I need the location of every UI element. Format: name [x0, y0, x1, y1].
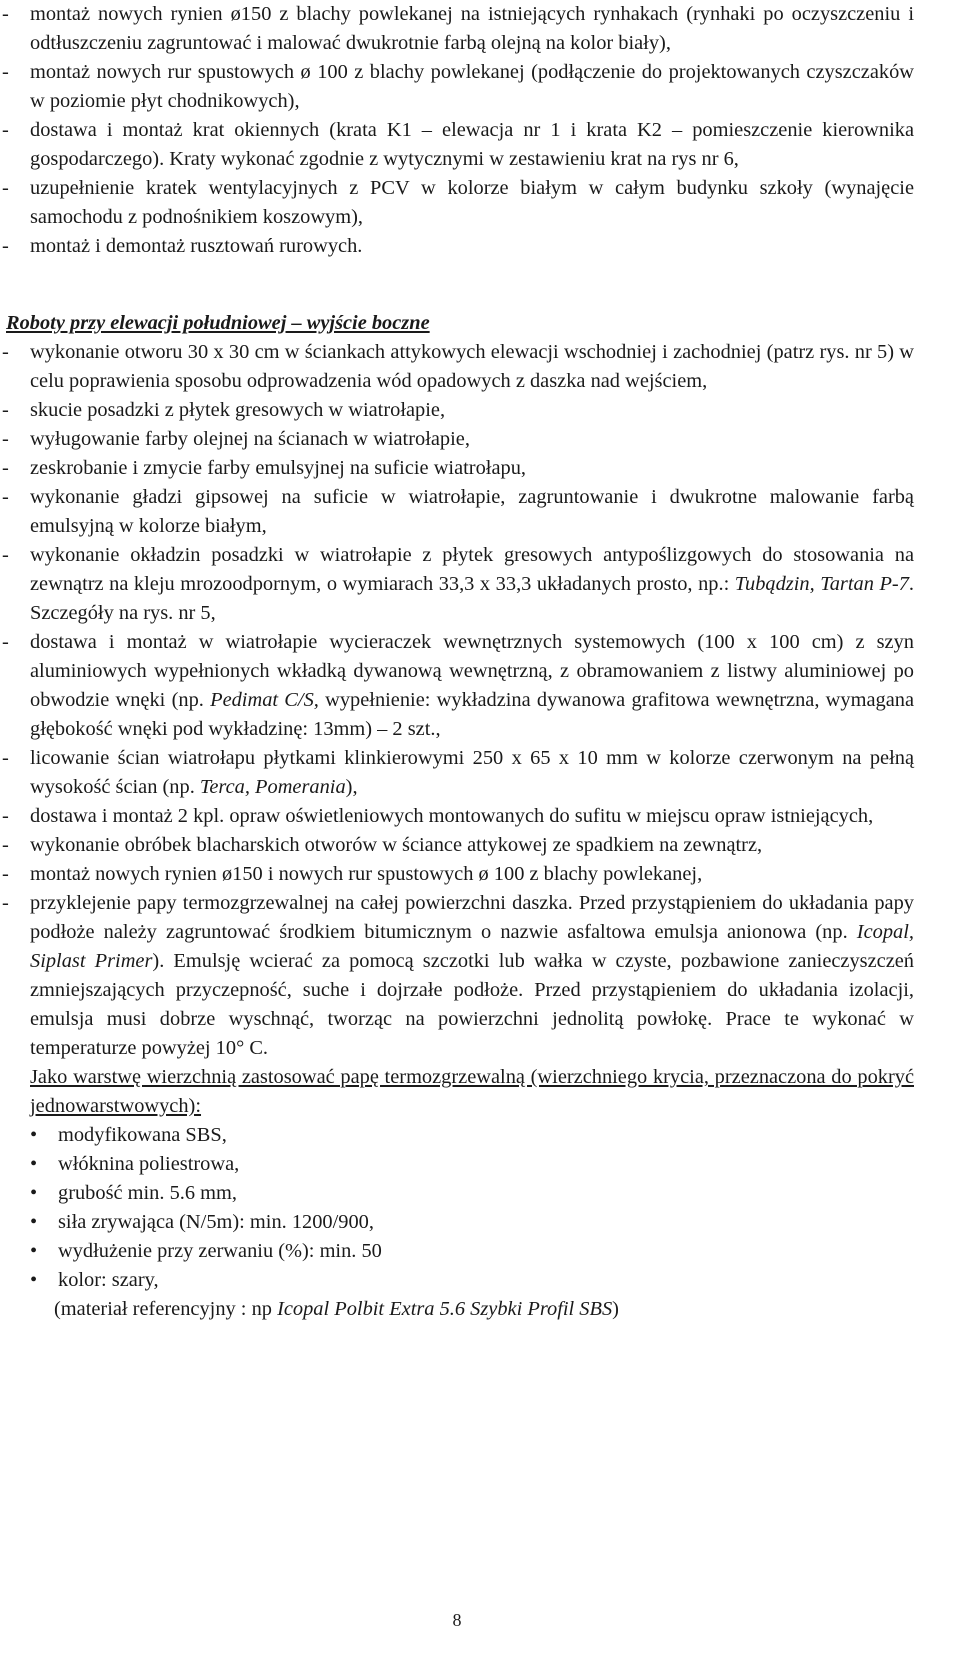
dash-marker: - — [2, 119, 9, 141]
section2-list — [2, 338, 914, 1063]
dash-marker: - — [2, 341, 9, 363]
spec-item: • kolor: szary, — [30, 1266, 914, 1295]
list-item: - montaż nowych rynien ø150 i nowych rur spustowych ø 100 z blachy powlekanej, — [2, 860, 914, 889]
section-heading: Roboty przy elewacji południowej – wyjście boczne — [6, 312, 430, 334]
bullet-icon: • — [30, 1211, 38, 1233]
product-name: Icopal Polbit Extra 5.6 Szybki Profil SBS — [277, 1298, 613, 1320]
dash-marker: - — [2, 61, 9, 83]
list-item: - uzupełnienie kratek wentylacyjnych z PCV w kolorze białym w całym budynku szkoły (wynajęcie samochodu z podnośnikiem koszowym), — [2, 174, 914, 232]
dash-marker: - — [2, 805, 9, 827]
spec-item: • modyfikowana SBS, — [30, 1121, 914, 1150]
product-name: Tubądzin, Tartan P-7 — [734, 573, 909, 595]
list-item: - montaż nowych rynien ø150 z blachy powlekanej na istniejących rynhakach (rynhaki po oczyszczeniu i odtłuszczeniu zagruntować i malować dwukrotnie farbą olejną na kolor biały), — [2, 0, 914, 58]
list-item: - dostawa i montaż w wiatrołapie wycieraczek wewnętrznych systemowych (100 x 100 cm) z szyn aluminiowych wypełnionych wkładką dywanową wewnętrzną, z obramowaniem z listwy aluminiowej po obwodzie wnęki (np. Pedimat C/S, wypełnienie: wykładzina dywanowa grafitowa wewnętrzna, wymagana głębokość wnęki pod wykładzinę: 13mm) – 2 szt., — [2, 628, 914, 744]
dash-marker: - — [2, 457, 9, 479]
dash-marker: - — [2, 399, 9, 421]
list-item: - zeskrobanie i zmycie farby emulsyjnej na suficie wiatrołapu, — [2, 454, 914, 483]
section1-list — [2, 0, 914, 261]
bullet-icon: • — [30, 1124, 38, 1146]
dash-marker: - — [2, 863, 9, 885]
list-item: - wykonanie okładzin posadzki w wiatrołapie z płytek gresowych antypoślizgowych do stosowania na zewnątrz na kleju mrozoodpornym, o wymiarach 33,3 x 33,3 układanych prosto, np.: Tubądzin, Tartan P-7. Szczegóły na rys. nr 5, — [2, 541, 914, 628]
product-name: Terca, Pomerania — [199, 776, 346, 798]
list-item: - przyklejenie papy termozgrzewalnej na całej powierzchni daszka. Przed przystąpieniem do układania papy podłoże należy zagruntować środkiem bitumicznym o nazwie asfaltowa emulsja anionowa (np. Icopal, Siplast Primer). Emulsję wcierać za pomocą szczotki lub wałka w czyste, pozbawione zanieczyszczeń zmniejszających przyczepność, suche i dojrzałe podłoże. Przed przystąpieniem do układania izolacji, emulsja musi dobrze wyschnąć, tworząc na powierzchni jednolitą powłokę. Prace te wykonać w temperaturze powyżej 10° C. — [2, 889, 914, 1063]
dash-marker: - — [2, 428, 9, 450]
list-item: - wykonanie otworu 30 x 30 cm w ściankach attykowych elewacji wschodniej i zachodniej (patrz rys. nr 5) w celu poprawienia sposobu odprowadzenia wód opadowych z daszka nad wejściem, — [2, 338, 914, 396]
dash-marker: - — [2, 544, 9, 566]
list-item: - wykonanie obróbek blacharskich otworów w ściance attykowej ze spadkiem na zewnątrz, — [2, 831, 914, 860]
list-item: - montaż nowych rur spustowych ø 100 z blachy powlekanej (podłączenie do projektowanych czyszczaków w poziomie płyt chodnikowych), — [2, 58, 914, 116]
spec-item: • wydłużenie przy zerwaniu (%): min. 50 — [30, 1237, 914, 1266]
product-name: Icopal, Siplast Primer — [30, 921, 914, 972]
dash-marker: - — [2, 834, 9, 856]
page-number: 8 — [452, 1610, 462, 1630]
spec-item: • grubość min. 5.6 mm, — [30, 1179, 914, 1208]
dash-marker: - — [2, 486, 9, 508]
list-item: - dostawa i montaż 2 kpl. opraw oświetleniowych montowanych do sufitu w miejscu opraw istniejących, — [2, 802, 914, 831]
bullet-icon: • — [30, 1240, 38, 1262]
bullet-icon: • — [30, 1269, 38, 1291]
section-gap — [2, 261, 914, 309]
spec-item: • włóknina poliestrowa, — [30, 1150, 914, 1179]
list-item: - wykonanie gładzi gipsowej na suficie w wiatrołapie, zagruntowanie i dwukrotne malowanie farbą emulsyjną w kolorze białym, — [2, 483, 914, 541]
papa-spec-list — [2, 1121, 914, 1295]
list-item: - dostawa i montaż krat okiennych (krata K1 – elewacja nr 1 i krata K2 – pomieszczenie kierownika gospodarczego). Kraty wykonać zgodnie z wytycznymi w zestawieniu krat na rys nr 6, — [2, 116, 914, 174]
list-item: - skucie posadzki z płytek gresowych w wiatrołapie, — [2, 396, 914, 425]
list-item: - wyługowanie farby olejnej na ścianach w wiatrołapie, — [2, 425, 914, 454]
reference-material: (materiał referencyjny : np Icopal Polbit Extra 5.6 Szybki Profil SBS) — [54, 1298, 619, 1320]
dash-marker: - — [2, 631, 9, 653]
dash-marker: - — [2, 235, 9, 257]
spec-item: • siła zrywająca (N/5m): min. 1200/900, — [30, 1208, 914, 1237]
dash-marker: - — [2, 3, 9, 25]
list-item: - licowanie ścian wiatrołapu płytkami klinkierowymi 250 x 65 x 10 mm w kolorze czerwonym na pełną wysokość ścian (np. Terca, Pomerania), — [2, 744, 914, 802]
dash-marker: - — [2, 747, 9, 769]
bullet-icon: • — [30, 1153, 38, 1175]
dash-marker: - — [2, 892, 9, 914]
product-name: Pedimat C/S, — [210, 689, 319, 711]
bullet-icon: • — [30, 1182, 38, 1204]
dash-marker: - — [2, 177, 9, 199]
list-item: - montaż i demontaż rusztowań rurowych. — [2, 232, 914, 261]
papa-intro: Jako warstwę wierzchnią zastosować papę termozgrzewalną (wierzchniego krycia, przeznaczona do pokryć jednowarstwowych): — [30, 1066, 914, 1117]
